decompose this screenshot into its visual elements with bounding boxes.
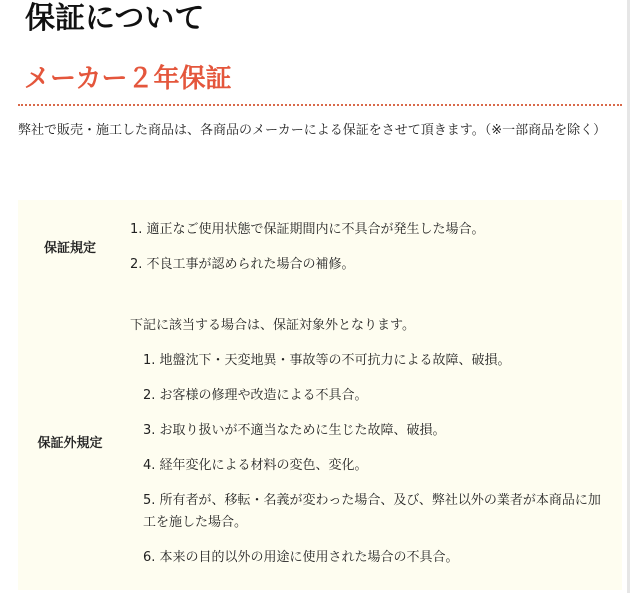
list-item: 3. お取り扱いが不適当なために生じた故障、破損。 — [143, 423, 446, 438]
table-row-warranty-rules — [18, 200, 622, 292]
exclusions-body — [122, 292, 622, 590]
page-title: 保証について — [25, 1, 205, 36]
exclusions-heading: 保証外規定 — [37, 435, 103, 451]
section-divider — [18, 104, 622, 106]
warranty-rules-heading: 保証規定 — [43, 240, 96, 256]
list-item: 4. 経年変化による材料の変色、変化。 — [143, 458, 368, 473]
list-item: 2. お客様の修理や改造による不具合。 — [143, 388, 368, 403]
intro-text: 弊社で販売・施工した商品は、各商品のメーカーによる保証をさせて頂きます。（※一部商品を除く） — [18, 123, 607, 138]
table-row-exclusions — [18, 292, 622, 590]
exclusions-list — [130, 350, 608, 569]
warranty-rules-body — [122, 200, 622, 292]
warranty-rules-list — [130, 219, 608, 276]
list-item: 1. 適正なご使用状態で保証期間内に不具合が発生した場合。 — [130, 221, 485, 237]
section-title: メーカー２年保証 — [24, 64, 232, 94]
list-item: 1. 地盤沈下・天変地異・事故等の不可抗力による故障、破損。 — [143, 353, 511, 368]
list-item: 6. 本来の目的以外の用途に使用された場合の不具合。 — [143, 550, 459, 565]
exclusions-lead: 下記に該当する場合は、保証対象外となります。 — [130, 318, 415, 333]
warranty-table — [18, 200, 622, 590]
list-item: 2. 不良工事が認められた場合の補修。 — [130, 256, 355, 272]
list-item: 5. 所有者が、移転・名義が変わった場合、及び、弊社以外の業者が本商品に加工を施した場合。 — [143, 493, 601, 530]
